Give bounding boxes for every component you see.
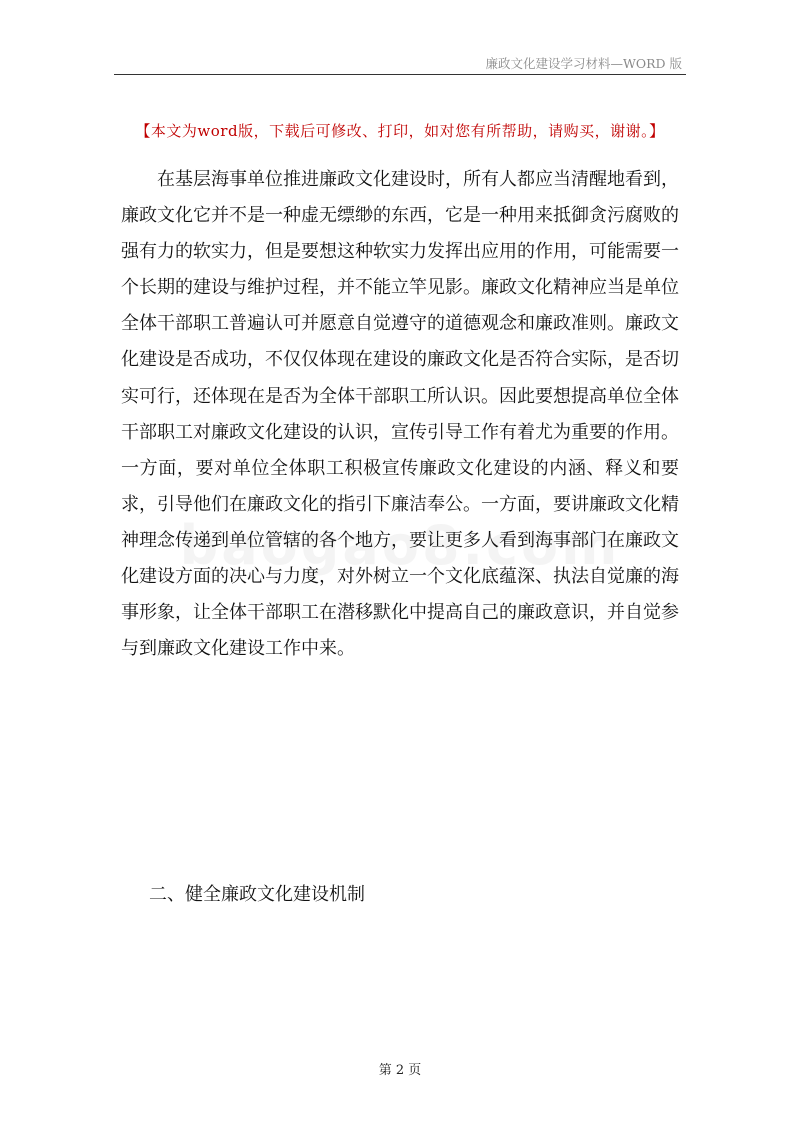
section-heading: 二、健全廉政文化建设机制 [149,884,365,905]
header-title: 廉政文化建设学习材料—WORD 版 [485,56,682,71]
download-notice: 【本文为word版，下载后可修改、打印，如对您有所帮助，请购买，谢谢。】 [135,122,665,140]
header-divider [114,74,686,75]
page-number: 第 2 页 [378,1063,422,1078]
body-paragraph: 在基层海事单位推进廉政文化建设时，所有人都应当清醒地看到，廉政文化它并不是一种虚无缥缈的东西，它是一种用来抵御贪污腐败的强有力的软实力，但是要想这种软实力发挥出应用的作用，可能需要一个长期的建设与维护过程，并不能立竿见影。廉政文化精神应当是单位全体干部职工普遍认可并愿意自觉遵守的道德观念和廉政准则。廉政文化建设是否成功，不仅仅体现在建设的廉政文化是否符合实际，是否切实可行，还体现在是否为全体干部职工所认识。因此要想提高单位全体干部职工对廉政文化建设的认识，宣传引导工作有着尤为重要的作用。一方面，要对单位全体职工积极宣传廉政文化建设的内涵、释义和要求，引导他们在廉政文化的指引下廉洁奉公。一方面，要讲廉政文化精神理念传递到单位管辖的各个地方，要让更多人看到海事部门在廉政文化建设方面的决心与力度，对外树立一个文化底蕴深、执法自觉廉的海事形象，让全体干部职工在潜移默化中提高自己的廉政意识，并自觉参与到廉政文化建设工作中来。 [121,169,679,660]
